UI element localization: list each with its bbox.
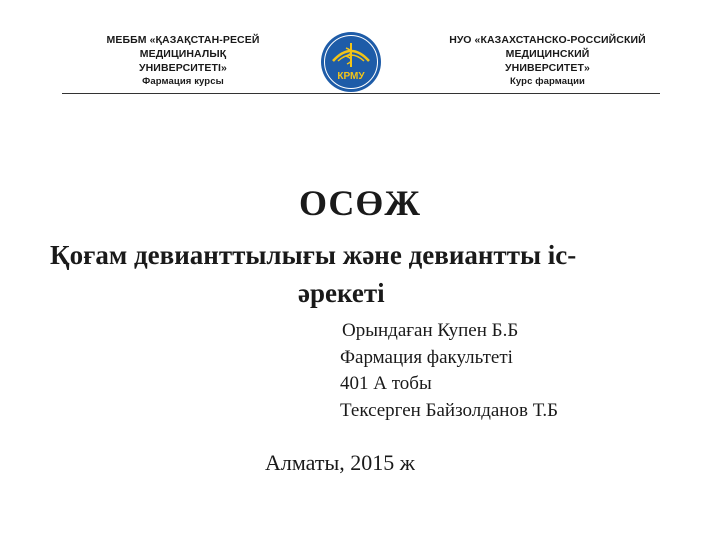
- slide-subtitle: [30, 236, 700, 312]
- header-left-line-2: МЕДИЦИНАЛЫҚ: [139, 48, 227, 60]
- header-left-course: Фармация курсы: [142, 76, 224, 87]
- checked-by: Тексерген Байзолданов Т.Б: [340, 399, 559, 421]
- subtitle-line-2: әрекеті: [298, 278, 385, 308]
- header-right-line-1: НУО «КАЗАХСТАНСКО-РОССИЙСКИЙ: [449, 34, 646, 46]
- header-left-university: [68, 33, 298, 89]
- header-left-line-1: МЕББМ «ҚАЗАҚСТАН-РЕСЕЙ: [106, 34, 260, 46]
- group: 401 А тобы: [340, 373, 432, 394]
- performed-by: Орындаған Купен Б.Б: [342, 320, 519, 341]
- subtitle-line-1: Қоғам девианттылығы және девиантты іс-: [50, 240, 577, 270]
- header-right-line-2: МЕДИЦИНСКИЙ: [505, 48, 590, 60]
- university-logo: [320, 31, 382, 93]
- city-year: Алматы, 2015 ж: [265, 450, 415, 475]
- logo-text: КРМУ: [337, 71, 365, 82]
- slide-title: ОСӨЖ: [298, 183, 422, 223]
- faculty: Фармация факультеті: [340, 346, 513, 368]
- header-right-line-3: УНИВЕРСИТЕТ»: [505, 62, 590, 74]
- header-right-course: Курс фармации: [510, 76, 585, 87]
- header-right-university: [430, 33, 665, 89]
- header-divider: [62, 93, 660, 94]
- header-left-line-3: УНИВЕРСИТЕТІ»: [138, 62, 227, 74]
- author-info: [340, 318, 700, 424]
